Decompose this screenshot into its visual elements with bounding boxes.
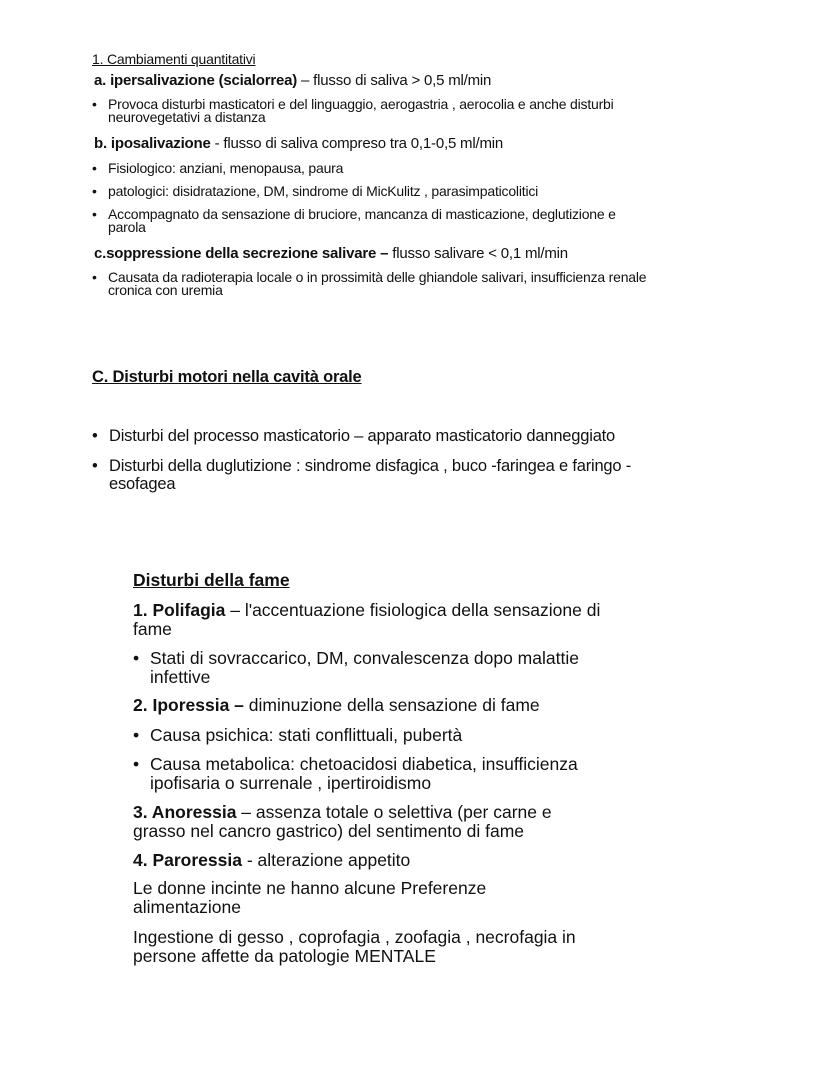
subheading-ipersalivazione [94, 73, 491, 88]
bullet-text: Causata da radioterapia locale o in prossimità delle ghiandole salivari, insufficienza renale [108, 269, 647, 285]
paragraph-line: alimentazione [133, 897, 241, 917]
bullet-text: neurovegetativi a distanza [108, 109, 266, 125]
term: b. iposalivazione [94, 135, 211, 152]
section-heading: 1. Cambiamenti quantitativi [92, 51, 256, 67]
paragraph [133, 879, 486, 917]
bullet-icon: • [92, 457, 98, 475]
term: 2. Iporessia – [133, 695, 244, 715]
bullet-text: ipofisaria o surrenale , ipertiroidismo [150, 773, 432, 793]
bullet-icon: • [133, 725, 140, 745]
bullet-icon: • [92, 206, 97, 222]
section-heading: Disturbi della fame [133, 570, 290, 590]
definition: diminuzione della sensazione di fame [243, 695, 540, 715]
definition-cont: grasso nel cancro gastrico) del sentimento di fame [133, 821, 525, 841]
bullet-icon: • [92, 96, 97, 112]
bullet-icon: • [92, 269, 97, 285]
bullet-text: patologici: disidratazione, DM, sindrome di MicKulitz , parasimpaticolitici [108, 183, 539, 199]
bullet-icon: • [133, 754, 140, 774]
quantitative-changes-section [92, 52, 772, 312]
term: c.soppressione della secrezione salivare – [94, 245, 389, 262]
bullet-text: Accompagnato da sensazione di bruciore, mancanza di masticazione, deglutizione e [108, 206, 616, 222]
term: 4. Paroressia [133, 850, 242, 870]
term: 3. Anoressia [133, 802, 237, 822]
bullet-text: Stati di sovraccarico, DM, convalescenza dopo malattie [150, 648, 579, 668]
bullet-text: parola [108, 219, 146, 235]
subheading-iposalivazione [94, 136, 503, 151]
bullet-text: Disturbi della duglutizione : sindrome disfagica , buco -faringea e faringo - [109, 457, 632, 475]
definition: – assenza totale o selettiva (per carne e [236, 802, 552, 822]
bullet-text: cronica con uremia [108, 282, 223, 298]
motor-disorders-section [92, 368, 772, 508]
bullet-text: Causa psichica: stati conflittuali, pubertà [150, 725, 463, 745]
bullet-text: infettive [150, 667, 211, 687]
bullet-text: Disturbi del processo masticatorio – apparato masticatorio danneggiato [109, 427, 616, 445]
definition: flusso salivare < 0,1 ml/min [388, 245, 568, 262]
definition: - alterazione appetito [241, 850, 411, 870]
paragraph-line: persone affette da patologie MENTALE [133, 946, 436, 966]
bullet-text: Causa metabolica: chetoacidosi diabetica, insufficienza [150, 754, 578, 774]
bullet-icon: • [133, 648, 140, 668]
section-heading: C. Disturbi motori nella cavità orale [92, 368, 362, 386]
anoressia-item [133, 803, 552, 841]
definition: – l'accentuazione fisiologica della sensazione di [225, 600, 601, 620]
definition: – flusso di saliva > 0,5 ml/min [297, 72, 492, 89]
bullet-icon: • [92, 427, 98, 445]
subheading-soppressione [94, 246, 568, 261]
term: a. ipersalivazione (scialorrea) [94, 72, 298, 89]
paroressia-item [133, 851, 410, 870]
bullet-icon: • [92, 160, 97, 176]
bullet-text: Fisiologico: anziani, menopausa, paura [108, 160, 344, 176]
polifagia-item [133, 601, 600, 639]
definition-cont: fame [133, 619, 172, 639]
bullet-text: esofagea [109, 475, 176, 493]
paragraph [133, 928, 576, 966]
definition: - flusso di saliva compreso tra 0,1-0,5 ml/min [210, 135, 504, 152]
term: 1. Polifagia [133, 600, 226, 620]
hunger-disorders-section [133, 571, 693, 981]
bullet-icon: • [92, 183, 97, 199]
bullet-text: Provoca disturbi masticatori e del linguaggio, aerogastria , aerocolia e anche disturbi [108, 96, 614, 112]
paragraph-line: Le donne incinte ne hanno alcune Preferenze [133, 878, 487, 898]
iporessia-item [133, 696, 540, 715]
paragraph-line: Ingestione di gesso , coprofagia , zoofagia , necrofagia in [133, 927, 576, 947]
